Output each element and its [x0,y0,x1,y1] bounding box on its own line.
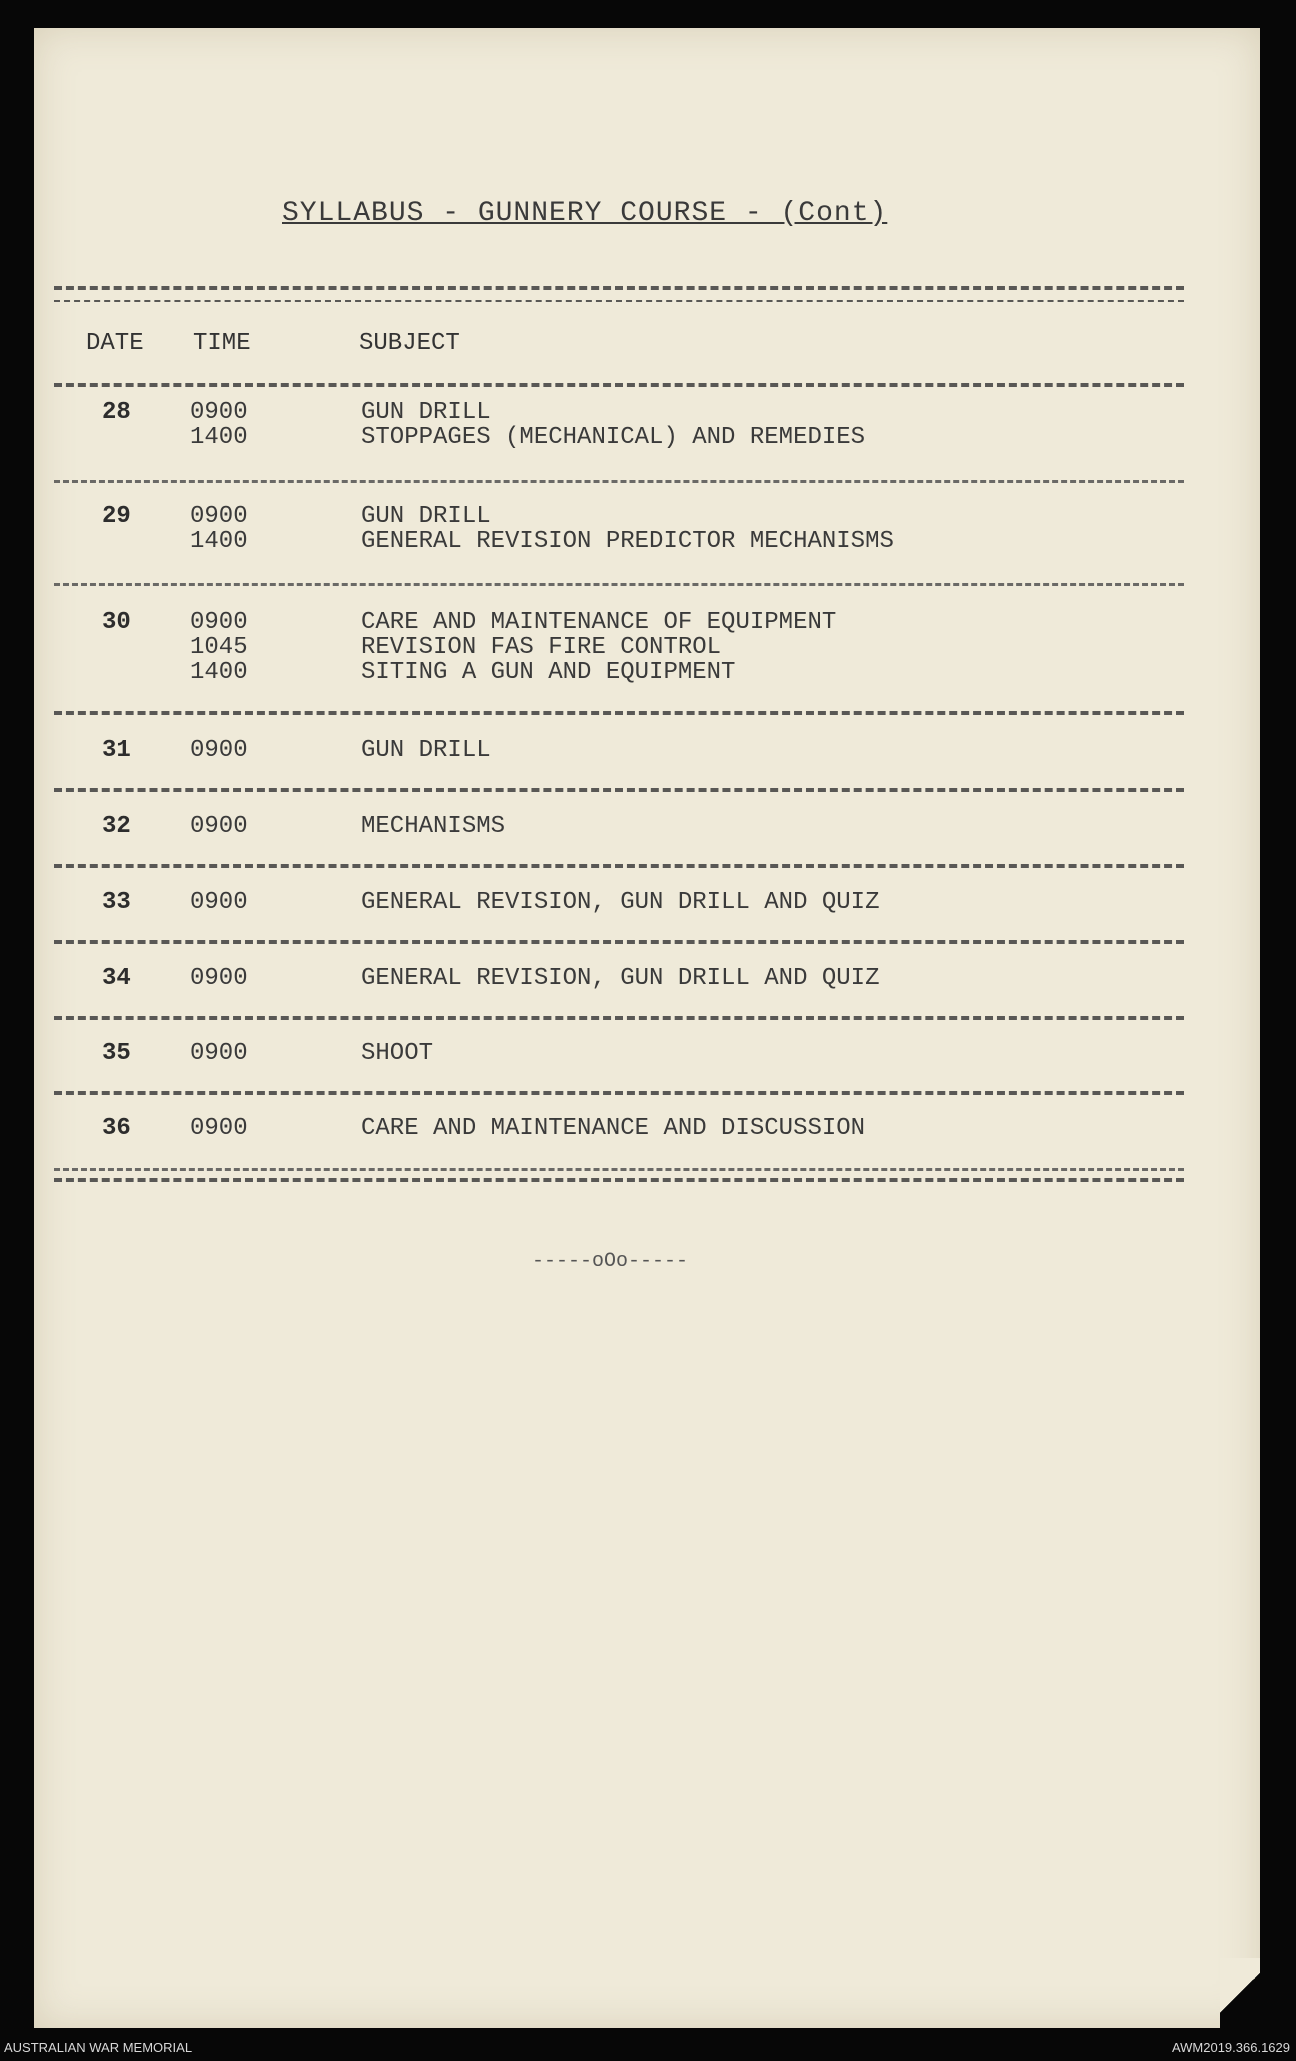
row-time: 0900 [190,609,248,636]
row-separator [54,583,1184,586]
document-page [34,28,1260,2028]
row-subject: REVISION FAS FIRE CONTROL [361,634,722,661]
row-separator [54,788,1184,792]
row-date: 33 [102,889,131,916]
row-separator [54,864,1184,868]
row-subject: GENERAL REVISION PREDICTOR MECHANISMS [361,528,894,555]
row-subject: CARE AND MAINTENANCE AND DISCUSSION [361,1115,866,1142]
row-time: 0900 [190,1115,248,1142]
row-date: 28 [102,399,131,426]
row-date: 29 [102,503,131,530]
row-time: 1400 [190,528,248,555]
date-header: DATE [86,330,144,357]
header-top-rule [54,286,1184,290]
table-bottom-rule [54,1168,1184,1171]
row-time: 0900 [190,813,248,840]
time-header: TIME [193,330,251,357]
row-separator [54,1016,1184,1020]
row-date: 30 [102,609,131,636]
row-time: 0900 [190,1040,248,1067]
row-subject: GENERAL REVISION, GUN DRILL AND QUIZ [361,889,880,916]
row-subject: CARE AND MAINTENANCE OF EQUIPMENT [361,609,837,636]
footer-accession-number: AWM2019.366.1629 [1171,2040,1290,2055]
row-subject: GUN DRILL [361,737,491,764]
folded-corner [1220,1958,1260,2028]
row-subject: GENERAL REVISION, GUN DRILL AND QUIZ [361,965,880,992]
row-time: 1400 [190,424,248,451]
table-bottom-rule-2 [54,1178,1184,1182]
row-time: 0900 [190,965,248,992]
header-top-rule-2 [54,300,1184,302]
footer [0,2031,1296,2061]
row-date: 31 [102,737,131,764]
row-time: 0900 [190,889,248,916]
row-subject: GUN DRILL [361,399,491,426]
row-separator [54,711,1184,715]
row-subject: SHOOT [361,1040,434,1067]
row-time: 1045 [190,634,248,661]
row-subject: GUN DRILL [361,503,491,530]
row-subject: MECHANISMS [361,813,506,840]
row-separator [54,480,1184,483]
row-subject: SITING A GUN AND EQUIPMENT [361,659,736,686]
row-time: 0900 [190,503,248,530]
subject-header: SUBJECT [359,330,460,357]
end-mark: -----oOo----- [531,1250,689,1273]
row-subject: STOPPAGES (MECHANICAL) AND REMEDIES [361,424,866,451]
row-separator [54,383,1184,387]
row-time: 0900 [190,399,248,426]
row-date: 34 [102,965,131,992]
document-title: SYLLABUS - GUNNERY COURSE - (Cont) [282,198,888,229]
row-date: 35 [102,1040,131,1067]
row-separator [54,1091,1184,1095]
row-date: 36 [102,1115,131,1142]
footer-institution: AUSTRALIAN WAR MEMORIAL [4,2040,193,2055]
row-separator [54,940,1184,944]
row-time: 0900 [190,737,248,764]
row-date: 32 [102,813,131,840]
row-time: 1400 [190,659,248,686]
